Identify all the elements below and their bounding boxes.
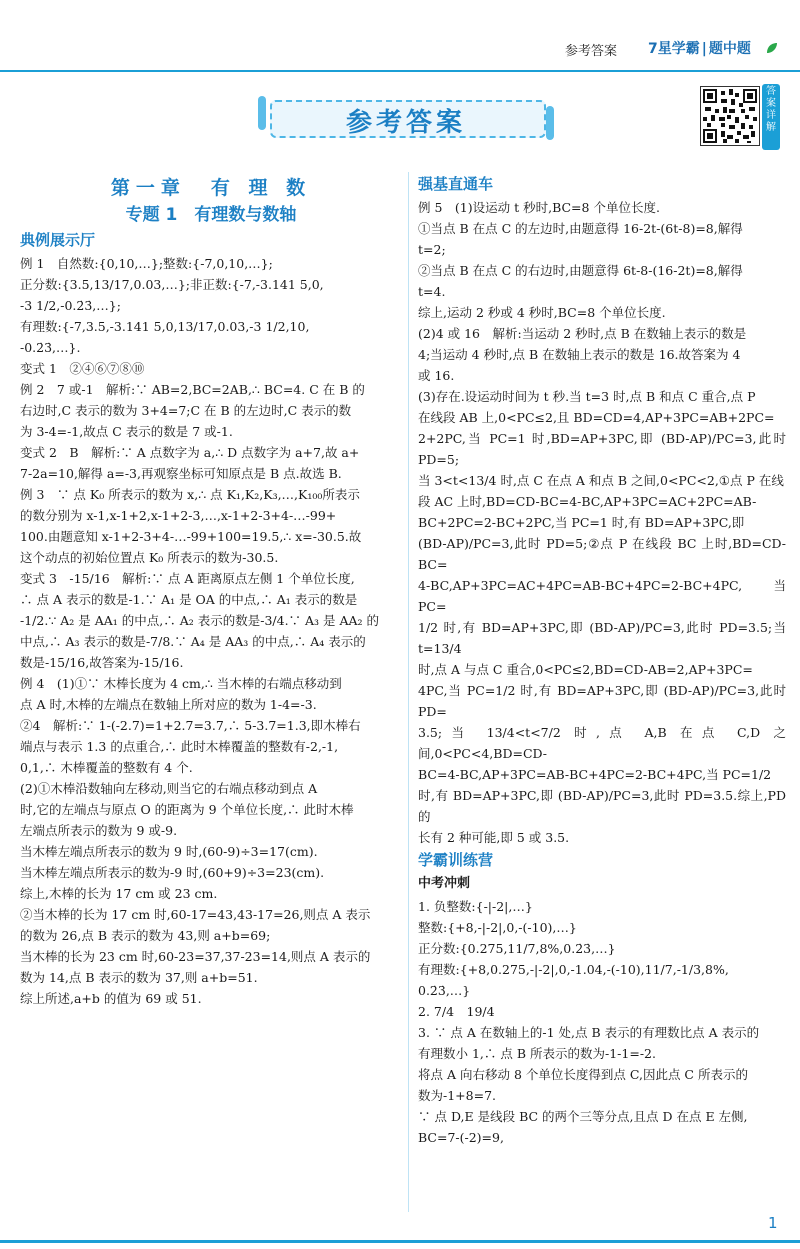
answer-line: 2. 7/4 19/4 <box>418 1004 495 1019</box>
brand-name: 7星学霸 <box>648 41 700 57</box>
answer-line: 4;当运动 4 秒时,点 B 在数轴上表示的数是 16.故答案为 4 <box>418 347 741 362</box>
right-column <box>418 172 786 1148</box>
answer-line: 有理数小 1,∴ 点 B 所表示的数为-1-1=-2. <box>418 1046 656 1061</box>
answer-line: 长有 2 种可能,即 5 或 3.5. <box>418 830 570 845</box>
subsection-heading: 中考冲刺 <box>418 876 471 891</box>
answer-line: 7-2a=10,解得 a=-3,再观察坐标可知原点是 B 点.故选 B. <box>20 466 342 481</box>
brand-logo <box>648 38 751 58</box>
left-answer-lines <box>20 253 402 1009</box>
answer-line: (BD-AP)/PC=3,此时 PD=5;②点 P 在线段 BC 上时,BD=CD-BC= <box>418 536 786 572</box>
answer-line: -1/2.∵ A₂ 是 AA₁ 的中点,∴ A₂ 表示的数是-3/4.∵ A₃ 是 AA₂ 的 <box>20 613 380 628</box>
answer-line: ①当点 B 在点 C 的左边时,由题意得 16-2t-(6t-8)=8,解得 <box>418 221 743 236</box>
section-heading-foundation: 强基直通车 <box>418 175 494 193</box>
answer-line: 左端点所表示的数为 9 或-9. <box>20 823 178 838</box>
answer-line: 当木棒的长为 23 cm 时,60-23=37,37-23=14,则点 A 表示的 <box>20 949 371 964</box>
answer-line: ∴ 点 A 表示的数是-1.∵ A₁ 是 OA 的中点,∴ A₁ 表示的数是 <box>20 592 358 607</box>
right-answer-lines-a <box>418 197 786 848</box>
answer-line: 将点 A 向右移动 8 个单位长度得到点 C,因此点 C 所表示的 <box>418 1067 748 1082</box>
answer-line: BC+2PC=2-BC+2PC,当 PC=1 时,有 BD=AP+3PC,即 <box>418 515 745 530</box>
answer-line: 数为-1+8=7. <box>418 1088 497 1103</box>
banner-title: 参考答案 <box>345 108 466 138</box>
answer-line: 的数分别为 x-1,x-1+2,x-1+2-3,…,x-1+2-3+4-…-99+ <box>20 508 337 523</box>
answer-line: 右边时,C 表示的数为 3+4=7;C 在 B 的左边时,C 表示的数 <box>20 403 352 418</box>
answer-line: 段 AC 上时,BD=CD-BC=4-BC,AP+3PC=AC+2PC=AB- <box>418 494 757 509</box>
answer-line: 1. 负整数:{-|-2|,…} <box>418 899 533 914</box>
answer-line: 时,点 A 与点 C 重合,0<PC≤2,BD=CD-AB=2,AP+3PC= <box>418 662 753 677</box>
left-column <box>20 172 402 1009</box>
answer-line: 4PC,当 PC=1/2 时,有 BD=AP+3PC,即 (BD-AP)/PC=3,此时 PD= <box>418 683 786 719</box>
answer-line: 100.由题意知 x-1+2-3+4-…-99+100=19.5,∴ x=-30.5.故 <box>20 529 362 544</box>
answer-line: 这个动点的初始位置点 K₀ 所表示的数为-30.5. <box>20 550 279 565</box>
right-answer-lines-b <box>418 896 786 1148</box>
answer-line: 变式 3 -15/16 解析:∵ 点 A 距离原点左侧 1 个单位长度, <box>20 571 355 586</box>
answer-line: t=4. <box>418 284 446 299</box>
answer-line: 变式 1 ②④⑥⑦⑧⑩ <box>20 361 145 376</box>
answer-line: 例 1 自然数:{0,10,…};整数:{-7,0,10,…}; <box>20 256 273 271</box>
answer-line: ②当点 B 在点 C 的右边时,由题意得 6t-8-(16-2t)=8,解得 <box>418 263 743 278</box>
topic-title: 专题 1 有理数与数轴 <box>125 205 297 225</box>
answer-line: 0.2̇3̇,…} <box>418 983 471 998</box>
answer-line: BC=4-BC,AP+3PC=AB-BC+4PC=2-BC+4PC,当 PC=1/2 <box>418 767 772 782</box>
answer-line: t=2; <box>418 242 446 257</box>
answer-line: ②当木棒的长为 17 cm 时,60-17=43,43-17=26,则点 A 表示 <box>20 907 371 922</box>
answer-line: 当木棒左端点所表示的数为-9 时,(60+9)÷3=23(cm). <box>20 865 325 880</box>
answer-line: 2+2PC,当 PC=1 时,BD=AP+3PC,即 (BD-AP)/PC=3,此时 PD=5; <box>418 431 786 467</box>
page-header <box>0 0 800 80</box>
section-heading-training: 学霸训练营 <box>418 851 494 869</box>
answer-line: 点 A 时,木棒的左端点在数轴上所对应的数为 1-4=-3. <box>20 697 317 712</box>
footer-rule <box>0 1240 800 1243</box>
answer-line: BC=7-(-2)=9, <box>418 1130 504 1145</box>
answer-line: 中点,∴ A₃ 表示的数是-7/8.∵ A₄ 是 AA₃ 的中点,∴ A₄ 表示的 <box>20 634 366 649</box>
answer-line: 端点与表示 1.3 的点重合,∴ 此时木棒覆盖的整数有-2,-1, <box>20 739 339 754</box>
header-rule <box>0 70 800 72</box>
answer-line: 时,有 BD=AP+3PC,即 (BD-AP)/PC=3,此时 PD=3.5.综上,PD 的 <box>418 788 786 824</box>
answer-line: 3.5;当 13/4<t<7/2 时,点 A,B 在点 C,D 之间,0<PC<4,BD=CD- <box>418 725 786 761</box>
answer-line: 3. ∵ 点 A 在数轴上的-1 处,点 B 表示的有理数比点 A 表示的 <box>418 1025 760 1040</box>
answer-line: 变式 2 B 解析:∵ A 点数字为 a,∴ D 点数字为 a+7,故 a+ <box>20 445 360 460</box>
answer-line: 正分数:{3.5,13/17,0.03,…};非正数:{-7,-3.141 5,0, <box>20 277 324 292</box>
answer-line: 时,它的左端点与原点 O 的距离为 9 个单位长度,∴ 此时木棒 <box>20 802 354 817</box>
answer-line: 综上,木棒的长为 17 cm 或 23 cm. <box>20 886 218 901</box>
answer-line: 0,1,∴ 木棒覆盖的整数有 4 个. <box>20 760 193 775</box>
answer-line: 当 3<t<13/4 时,点 C 在点 A 和点 B 之间,0<PC<2,①点 P 在线 <box>418 473 784 488</box>
column-divider <box>408 172 409 1212</box>
answer-line: (2)4 或 16 解析:当运动 2 秒时,点 B 在数轴上表示的数是 <box>418 326 747 341</box>
answer-line: -0.2̇3̇,…}. <box>20 340 81 355</box>
answer-line: 1/2 时,有 BD=AP+3PC,即 (BD-AP)/PC=3,此时 PD=3.5;当 t=13/4 <box>418 620 786 656</box>
answer-line: 或 16. <box>418 368 455 383</box>
answer-line: ②4 解析:∵ 1-(-2.7)=1+2.7=3.7,∴ 5-3.7=1.3,即木棒右 <box>20 718 361 733</box>
chapter-title: 第一章 有 理 数 <box>110 177 312 199</box>
brand-sub: 题中题 <box>708 41 751 57</box>
page-number: 1 <box>768 1214 778 1232</box>
answer-line: 例 4 (1)①∵ 木棒长度为 4 cm,∴ 当木棒的右端点移动到 <box>20 676 342 691</box>
answer-line: (3)存在.设运动时间为 t 秒.当 t=3 时,点 B 和点 C 重合,点 P <box>418 389 756 404</box>
answer-line: 综上,运动 2 秒或 4 秒时,BC=8 个单位长度. <box>418 305 666 320</box>
answer-line: 的数为 26,点 B 表示的数为 43,则 a+b=69; <box>20 928 271 943</box>
answer-line: 数为 14,点 B 表示的数为 37,则 a+b=51. <box>20 970 258 985</box>
section-heading-examples: 典例展示厅 <box>20 231 96 249</box>
answer-line: 综上所述,a+b 的值为 69 或 51. <box>20 991 202 1006</box>
answer-line: 正分数:{0.275,11/7,8%,0.2̇3̇,…} <box>418 941 616 956</box>
answer-line: 数是-15/16,故答案为-15/16. <box>20 655 184 670</box>
answer-line: 例 5 (1)设运动 t 秒时,BC=8 个单位长度. <box>418 200 660 215</box>
brand-separator: | <box>701 41 707 57</box>
answer-line: (2)①木棒沿数轴向左移动,则当它的右端点移动到点 A <box>20 781 318 796</box>
title-banner <box>258 96 554 140</box>
answer-line: ∵ 点 D,E 是线段 BC 的两个三等分点,且点 D 在点 E 左侧, <box>418 1109 748 1124</box>
leaf-icon <box>766 42 778 54</box>
answer-line: -3 1/2,-0.2̇3̇,…}; <box>20 298 121 313</box>
answer-line: 当木棒左端点所表示的数为 9 时,(60-9)÷3=17(cm). <box>20 844 318 859</box>
answer-line: 在线段 AB 上,0<PC≤2,且 BD=CD=4,AP+3PC=AB+2PC= <box>418 410 775 425</box>
answer-line: 为 3-4=-1,故点 C 表示的数是 7 或-1. <box>20 424 233 439</box>
qr-code-icon[interactable] <box>700 86 760 146</box>
header-section-label: 参考答案 <box>565 44 618 59</box>
answer-line: 例 3 ∵ 点 K₀ 所表示的数为 x,∴ 点 K₁,K₂,K₃,…,K₁₀₀所表示 <box>20 487 360 502</box>
answer-line: 整数:{+8,-|-2|,0,-(-10),…} <box>418 920 577 935</box>
answer-line: 有理数:{-7,3.5,-3.141 5,0,13/17,0.03,-3 1/2,10, <box>20 319 310 334</box>
answer-line: 4-BC,AP+3PC=AC+4PC=AB-BC+4PC=2-BC+4PC,当 PC= <box>418 578 786 614</box>
answer-line: 例 2 7 或-1 解析:∵ AB=2,BC=2AB,∴ BC=4. C 在 B 的 <box>20 382 365 397</box>
answer-line: 有理数:{+8,0.275,-|-2|,0,-1.04,-(-10),11/7,-1/3,8%, <box>418 962 729 977</box>
qr-label: 答案详解 <box>762 84 780 150</box>
